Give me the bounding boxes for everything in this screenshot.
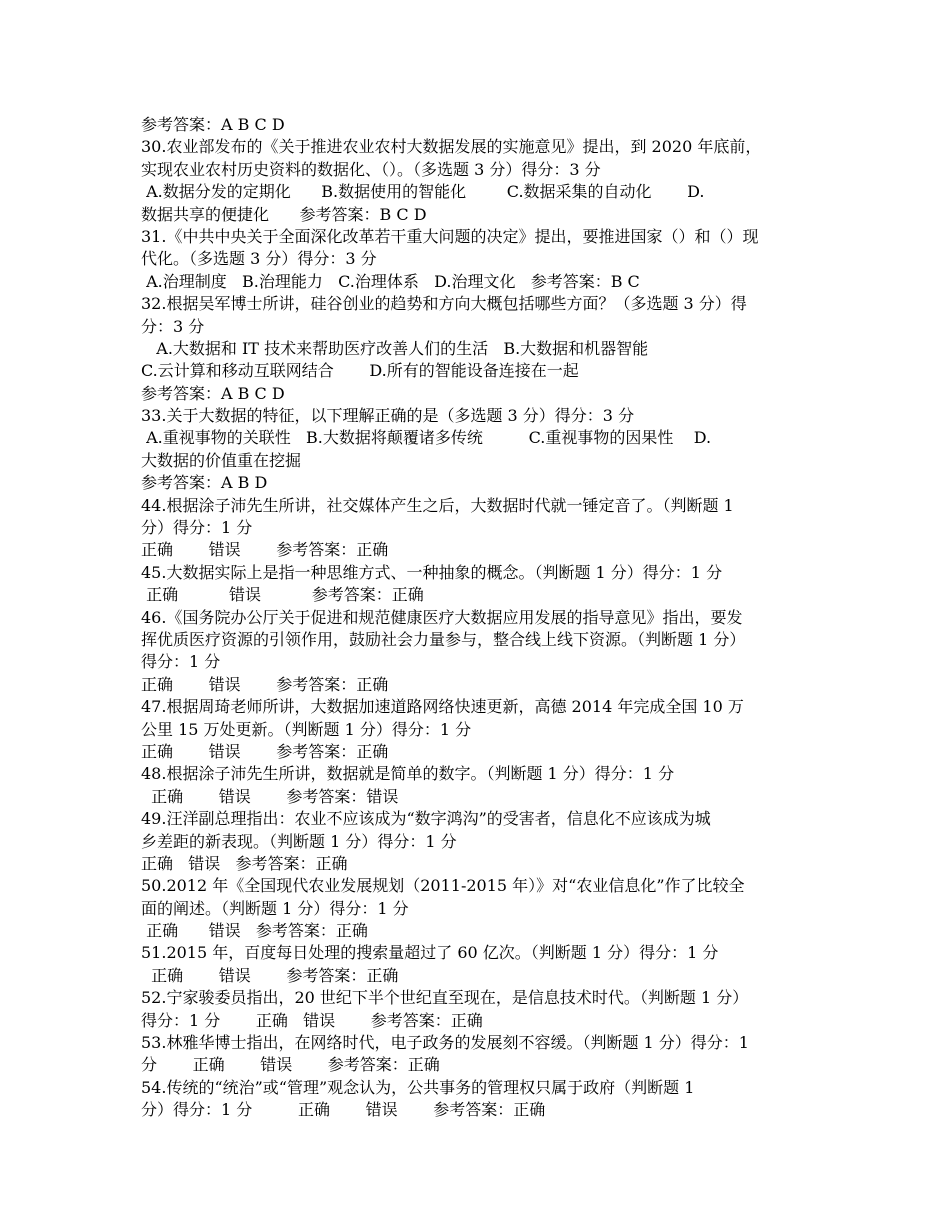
text-line: 53.林雅华博士指出，在网络时代，电子政务的发展刻不容缓。（判断题 1 分）得分：1 bbox=[141, 1033, 749, 1053]
text-line: 30.农业部发布的《关于推进农业农村大数据发展的实施意见》提出，到 2020 年底前， bbox=[141, 137, 762, 157]
text-line: 分）得分：1 分 bbox=[141, 518, 253, 538]
text-line: 47.根据周琦老师所讲，大数据加速道路网络快速更新，高德 2014 年完成全国 10 万 bbox=[141, 697, 744, 717]
text-line: 分）得分：1 分 正确 错误 参考答案：正确 bbox=[141, 1100, 546, 1120]
text-line: 33.关于大数据的特征，以下理解正确的是（多选题 3 分）得分：3 分 bbox=[141, 406, 635, 426]
text-line: 45.大数据实际上是指一种思维方式、一种抽象的概念。（判断题 1 分）得分：1 分 bbox=[141, 562, 723, 582]
text-line: 正确 错误 参考答案：正确 bbox=[141, 674, 389, 694]
text-line: 数据共享的便捷化 参考答案：B C D bbox=[141, 204, 427, 224]
text-line: 46.《国务院办公厅关于促进和规范健康医疗大数据应用发展的指导意见》指出，要发 bbox=[141, 607, 743, 627]
text-line: 代化。（多选题 3 分）得分：3 分 bbox=[141, 249, 377, 269]
text-line: 正确 错误 参考答案：正确 bbox=[141, 921, 368, 941]
text-line: 分 正确 错误 参考答案：正确 bbox=[141, 1055, 440, 1075]
text-line: 乡差距的新表现。（判断题 1 分）得分：1 分 bbox=[141, 831, 457, 851]
text-line: 50.2012 年《全国现代农业发展规划（2011-2015 年）》对“农业信息化”作了比较全 bbox=[141, 876, 745, 896]
text-line: 实现农业农村历史资料的数据化、（）。（多选题 3 分）得分：3 分 bbox=[141, 159, 601, 179]
text-line: 分：3 分 bbox=[141, 316, 205, 336]
text-line: 49.汪洋副总理指出：农业不应该成为“数字鸿沟”的受害者，信息化不应该成为城 bbox=[141, 809, 711, 829]
text-line: 正确 错误 参考答案：正确 bbox=[141, 965, 399, 985]
text-line: 得分：1 分 正确 错误 参考答案：正确 bbox=[141, 1010, 483, 1030]
text-line: A.大数据和 IT 技术来帮助医疗改善人们的生活 B.大数据和机器智能 bbox=[141, 338, 649, 358]
text-line: 参考答案：A B C D bbox=[141, 115, 285, 134]
text-line: A.数据分发的定期化 B.数据使用的智能化 C.数据采集的自动化 D. bbox=[141, 182, 705, 202]
document-page bbox=[141, 114, 813, 1122]
text-line: 挥优质医疗资源的引领作用，鼓励社会力量参与，整合线上线下资源。（判断题 1 分） bbox=[141, 629, 746, 649]
text-line: A.治理制度 B.治理能力 C.治理体系 D.治理文化 参考答案：B C bbox=[141, 271, 640, 291]
text-line: 54.传统的“统治”或“管理”观念认为，公共事务的管理权只属于政府（判断题 1 bbox=[141, 1077, 695, 1097]
text-line: 31.《中共中央关于全面深化改革若干重大问题的决定》提出，要推进国家（）和（）现 bbox=[141, 226, 759, 246]
text-line: 正确 错误 参考答案：正确 bbox=[141, 540, 389, 560]
text-line: 参考答案：A B D bbox=[141, 473, 268, 493]
text-line: A.重视事物的关联性 B.大数据将颠覆诸多传统 C.重视事物的因果性 D. bbox=[141, 428, 712, 448]
text-line: 52.宁家骏委员指出，20 世纪下半个世纪直至现在，是信息技术时代。（判断题 1 分） bbox=[141, 988, 749, 1008]
text-line: 正确 错误 参考答案：正确 bbox=[141, 853, 348, 873]
text-line: 公里 15 万处更新。（判断题 1 分）得分：1 分 bbox=[141, 719, 472, 739]
text-line: 51.2015 年，百度每日处理的搜索量超过了 60 亿次。（判断题 1 分）得分：1 分 bbox=[141, 943, 719, 963]
text-line: 正确 错误 参考答案：正确 bbox=[141, 585, 424, 605]
text-line: 得分：1 分 bbox=[141, 652, 221, 672]
text-line: 正确 错误 参考答案：正确 bbox=[141, 741, 389, 761]
text-line: 32.根据吴军博士所讲，硅谷创业的趋势和方向大概包括哪些方面？（多选题 3 分）得 bbox=[141, 294, 747, 314]
text-line: C.云计算和移动互联网结合 D.所有的智能设备连接在一起 bbox=[141, 361, 579, 381]
text-line: 44.根据涂子沛先生所讲，社交媒体产生之后，大数据时代就一锤定音了。（判断题 1 bbox=[141, 495, 734, 515]
text-line: 大数据的价值重在挖掘 bbox=[141, 450, 302, 470]
text-line: 正确 错误 参考答案：错误 bbox=[141, 786, 399, 806]
text-line: 参考答案：A B C D bbox=[141, 383, 285, 403]
text-line: 面的阐述。（判断题 1 分）得分：1 分 bbox=[141, 898, 409, 918]
text-line: 48.根据涂子沛先生所讲，数据就是简单的数字。（判断题 1 分）得分：1 分 bbox=[141, 764, 675, 784]
